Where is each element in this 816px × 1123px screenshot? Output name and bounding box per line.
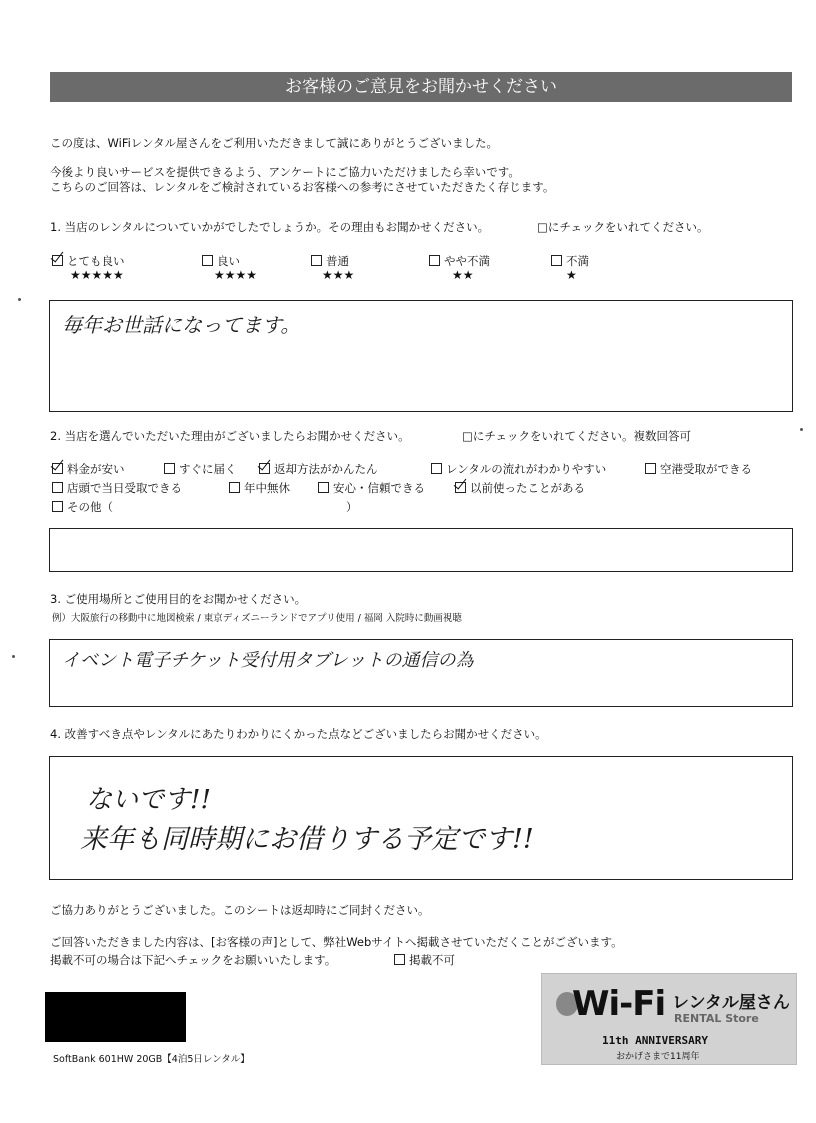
option-label: 安心・信頼できる xyxy=(333,481,425,495)
option-label: 返却方法がかんたん xyxy=(274,462,378,476)
q2-instruction: □にチェックをいれてください。複数回答可 xyxy=(462,429,692,443)
logo-rental-text: レンタル屋さん xyxy=(672,993,790,1013)
thanks-text: ご協力ありがとうございました。このシートは返却時にご同封ください。 xyxy=(50,903,430,917)
q1-answer-box[interactable] xyxy=(49,300,793,412)
q3-answer-box[interactable] xyxy=(49,639,793,707)
checkbox-checked[interactable] xyxy=(259,463,270,474)
q1-option-very-good[interactable] xyxy=(52,253,125,269)
option-label: 空港受取ができる xyxy=(660,462,752,476)
q3-question: 3. ご使用場所とご使用目的をお聞かせください。 xyxy=(50,592,307,606)
scan-speck xyxy=(12,655,15,658)
q2-option-easy-return[interactable] xyxy=(259,461,378,477)
checkbox[interactable] xyxy=(229,482,240,493)
q2-option-trustworthy[interactable] xyxy=(318,480,425,496)
checkbox-checked[interactable] xyxy=(455,482,466,493)
option-label: 普通 xyxy=(326,254,349,268)
stars-2: ★★ xyxy=(452,268,474,282)
checkbox[interactable] xyxy=(431,463,442,474)
q1-option-somewhat-dissatisfied[interactable] xyxy=(429,253,490,269)
q4-answer-box[interactable] xyxy=(49,756,793,880)
stars-5: ★★★★★ xyxy=(70,268,124,282)
q2-option-fast-delivery[interactable] xyxy=(164,461,237,477)
logo-store-text: RENTAL Store xyxy=(674,1012,759,1025)
q3-example: 例）大阪旅行の移動中に地図検索 / 東京ディズニーランドでアプリ使用 / 福岡 入院時に動画視聴 xyxy=(52,613,462,624)
q2-answer-box[interactable] xyxy=(49,528,793,572)
option-label: 不満 xyxy=(566,254,589,268)
option-label: とても良い xyxy=(67,254,125,268)
q4-handwritten-answer-line-2: 来年も同時期にお借りする予定です!! xyxy=(80,824,534,855)
checkbox[interactable] xyxy=(645,463,656,474)
q4-question: 4. 改善すべき点やレンタルにあたりわかりにくかった点などございましたらお聞かせください。 xyxy=(50,727,547,741)
checkbox-checked[interactable] xyxy=(52,255,63,266)
page-title: お客様のご意見をお聞かせください xyxy=(50,72,792,102)
redaction-block xyxy=(45,992,186,1042)
logo-thanks-text: おかげさまで11周年 xyxy=(616,1052,700,1062)
scan-speck xyxy=(800,428,803,431)
wifi-rental-logo xyxy=(541,973,797,1065)
publish-instruction: 掲載不可の場合は下記へチェックをお願いいたします。 xyxy=(50,953,337,967)
q2-other-close-paren: ） xyxy=(346,500,358,514)
option-label: 掲載不可 xyxy=(409,953,455,967)
option-label: 年中無休 xyxy=(244,481,290,495)
q1-option-dissatisfied[interactable] xyxy=(551,253,589,269)
checkbox[interactable] xyxy=(202,255,213,266)
q2-option-other[interactable] xyxy=(52,499,113,515)
checkbox[interactable] xyxy=(311,255,322,266)
stars-1: ★ xyxy=(566,268,577,282)
publish-opt-out-option[interactable] xyxy=(394,952,455,968)
q2-option-airport-pickup[interactable] xyxy=(645,461,752,477)
q1-option-good[interactable] xyxy=(202,253,240,269)
checkbox[interactable] xyxy=(394,954,405,965)
q1-question: 1. 当店のレンタルについていかがでしたでしょうか。その理由もお聞かせください。 xyxy=(50,220,490,234)
checkbox[interactable] xyxy=(551,255,562,266)
option-label: その他（ xyxy=(67,500,113,514)
checkbox[interactable] xyxy=(164,463,175,474)
q1-option-average[interactable] xyxy=(311,253,349,269)
option-label: すぐに届く xyxy=(179,462,237,476)
intro-line-3: こちらのご回答は、レンタルをご検討されているお客様への参考にさせていただきたく存じます。 xyxy=(50,180,555,194)
checkbox[interactable] xyxy=(52,482,63,493)
scan-speck xyxy=(18,298,21,301)
q4-handwritten-answer-line-1: ないです!! xyxy=(86,785,211,815)
q2-option-used-before[interactable] xyxy=(455,480,585,496)
q2-option-cheap[interactable] xyxy=(52,461,125,477)
logo-wifi-text: Wi-Fi xyxy=(572,984,666,1024)
option-label: 良い xyxy=(217,254,240,268)
publish-note: ご回答いただきました内容は、[お客様の声]として、弊社Webサイトへ掲載させていただくことがございます。 xyxy=(50,935,623,949)
q1-instruction: □にチェックをいれてください。 xyxy=(537,220,709,234)
checkbox[interactable] xyxy=(429,255,440,266)
logo-anniversary-text: 11th ANNIVERSARY xyxy=(602,1034,708,1047)
checkbox[interactable] xyxy=(52,501,63,512)
option-label: 料金が安い xyxy=(67,462,125,476)
q2-option-open-every-day[interactable] xyxy=(229,480,290,496)
checkbox-checked[interactable] xyxy=(52,463,63,474)
q2-question: 2. 当店を選んでいただいた理由がございましたらお聞かせください。 xyxy=(50,429,410,443)
intro-line-2: 今後より良いサービスを提供できるよう、アンケートにご協力いただけましたら幸いです。 xyxy=(50,165,520,179)
stars-4: ★★★★ xyxy=(214,268,258,282)
intro-line-1: この度は、WiFiレンタル屋さんをご利用いただきまして誠にありがとうございました。 xyxy=(50,136,499,150)
option-label: 以前使ったことがある xyxy=(470,481,585,495)
checkbox[interactable] xyxy=(318,482,329,493)
product-info: SoftBank 601HW 20GB【4泊5日レンタル】 xyxy=(53,1054,250,1065)
q2-option-same-day-store[interactable] xyxy=(52,480,182,496)
q3-handwritten-answer: イベント電子チケット受付用タブレットの通信の為 xyxy=(62,650,474,671)
stars-3: ★★★ xyxy=(322,268,355,282)
option-label: 店頭で当日受取できる xyxy=(67,481,182,495)
option-label: レンタルの流れがわかりやすい xyxy=(446,462,607,476)
option-label: やや不満 xyxy=(444,254,490,268)
q2-option-easy-flow[interactable] xyxy=(431,461,606,477)
q1-handwritten-answer: 毎年お世話になってます。 xyxy=(62,313,301,337)
